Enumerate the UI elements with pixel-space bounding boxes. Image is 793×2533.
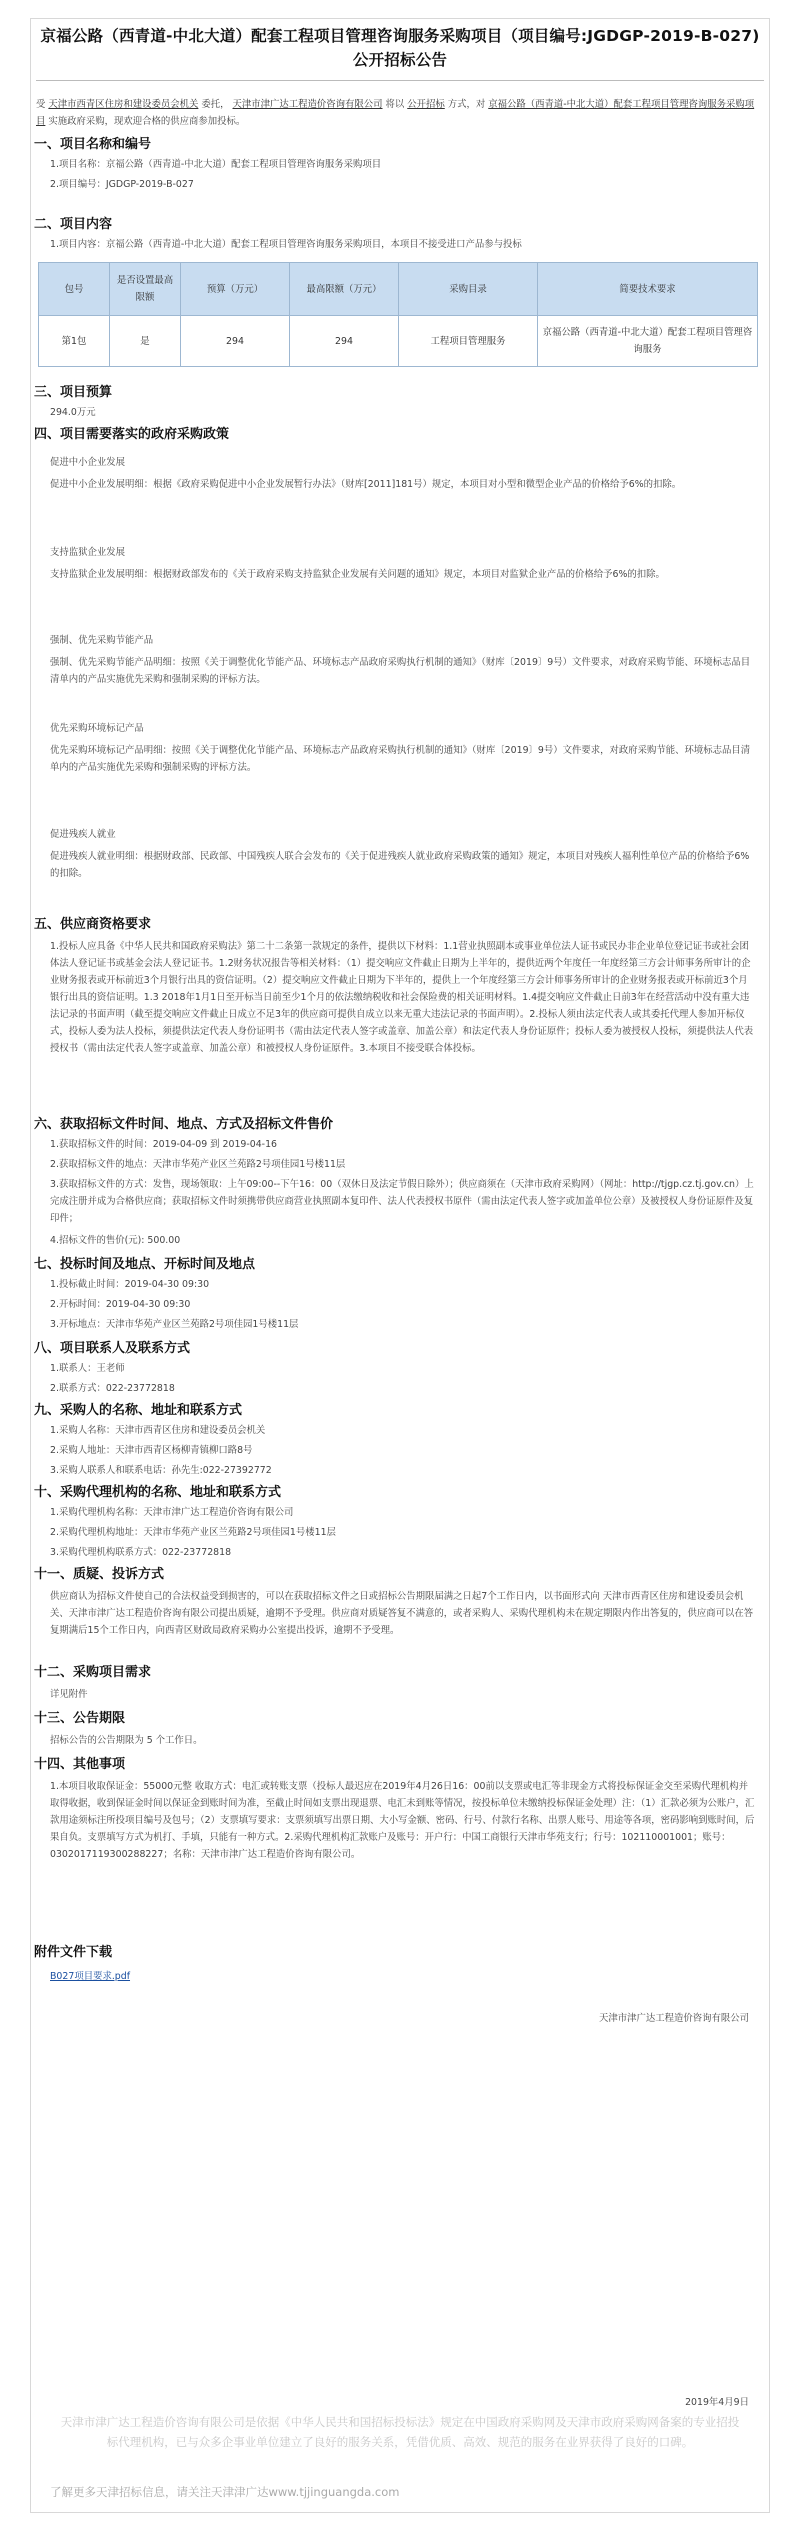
intro-text: 受	[36, 99, 46, 110]
item-text: 1.采购人名称：天津市西青区住房和建设委员会机关	[50, 1425, 266, 1436]
item-text: 1.联系人：王老师	[50, 1363, 125, 1374]
policy-detail: 支持监狱企业发展明细：根据财政部发布的《关于政府采购支持监狱企业发展有关问题的通知》规定，本项目对监狱企业产品的价格给予6%的扣除。	[50, 569, 665, 580]
item-text: 2.开标时间：2019-04-30 09:30	[50, 1299, 191, 1310]
item-text: 2.项目编号：JGDGP-2019-B-027	[50, 179, 194, 190]
table-header: 是否设置最高限额	[110, 263, 181, 316]
item-text: 招标公告的公告期限为 5 个工作日。	[50, 1735, 203, 1746]
intro-paragraph	[36, 96, 760, 130]
section-heading: 六、获取招标文件时间、地点、方式及招标文件售价	[34, 1117, 334, 1132]
table-cell: 294	[181, 316, 290, 367]
item-text: 3.开标地点：天津市华苑产业区兰苑路2号项佳园1号楼11层	[50, 1319, 299, 1330]
watermark-text: 天津市津广达工程造价咨询有限公司是依据《中华人民共和国招标投标法》规定在中国政府采购网及天津市政府采购网备案的专业招投标代理机构，已与众多企事业单位建立了良好的服务关系，凭借优质、高效、规范的服务在业界获得了良好的口碑。	[60, 2415, 740, 2449]
table-header: 简要技术要求	[538, 263, 758, 316]
item-text: 3.获取招标文件的方式：发售，现场领取：上午09:00--下午16：00（双休日及法定节假日除外）；供应商须在（天津市政府采购网）（网址：http://tjgp.cz.tj.gov.cn）上完成注册并成为合格供应商；获取招标文件时须携带供应商营业执照副本复印件、法人代表授权书原件（需由法定代表人签字或加盖单位公章）及被授权人身份证原件及复印件；	[50, 1179, 754, 1224]
policy-detail: 促进残疾人就业明细：根据财政部、民政部、中国残疾人联合会发布的《关于促进残疾人就业政府采购政策的通知》规定，本项目对残疾人福利性单位产品的价格给予6%的扣除。	[50, 851, 750, 879]
section-heading: 十一、质疑、投诉方式	[34, 1567, 165, 1582]
section-heading: 十四、其他事项	[34, 1757, 126, 1772]
section-heading: 四、项目需要落实的政府采购政策	[34, 427, 230, 442]
package-table	[38, 262, 758, 367]
attachment-link[interactable]: B027项目要求.pdf	[50, 1971, 131, 1982]
section-heading: 附件文件下载	[34, 1945, 113, 1960]
project-link[interactable]: 京福公路（西青道-中北大道）配套工程项目管理咨询服务采购项目	[36, 99, 755, 127]
item-text: 1.获取招标文件的时间：2019-04-09 到 2019-04-16	[50, 1139, 277, 1150]
qualification-text: 1.投标人应具备《中华人民共和国政府采购法》第二十二条第一款规定的条件，提供以下材料：1.1营业执照副本或事业单位法人证书或民办非企业单位登记证书或社会团体法人登记证书或基金会法人登记证书。1.2财务状况报告等相关材料：（1）提交响应文件截止日期为上半年的，提供近两个年度任一年度经第三方会计师事务所审计的企业财务报表或开标前近3个月银行出具的资信证明。（2）提交响应文件截止日期为下半年的，提供上一个年度经第三方会计师事务所审计的企业财务报表或开标前近3个月银行出具的资信证明。1.3 2018年1月1日至开标当日前至少1个月的依法缴纳税收和社会保险费的相关证明材料。1.4提交响应文件截止日前3年在经营活动中没有重大违法记录的书面声明（截至提交响应文件截止日成立不足3年的供应商可提供自成立以来无重大违法记录的书面声明）。2.投标人须由法定代表人或其委托代理人参加开标仪式，投标人委为法人投标，须提供法定代表人身份证明书（需由法定代表人签字或盖章、加盖公章）和法定代表人身份证原件；投标人委为被授权人投标，须提供法人代表授权书（需由法定代表人签字或盖章、加盖公章）和被授权人身份证原件。3.本项目不接受联合体投标。	[50, 941, 754, 1054]
section-heading: 十二、采购项目需求	[34, 1665, 152, 1680]
section-heading: 十、采购代理机构的名称、地址和联系方式	[34, 1485, 282, 1500]
policy-detail: 促进中小企业发展明细：根据《政府采购促进中小企业发展暂行办法》（财库[2011]181号）规定，本项目对小型和微型企业产品的价格给予6%的扣除。	[50, 479, 682, 490]
item-text: 1.项目名称：京福公路（西青道-中北大道）配套工程项目管理咨询服务采购项目	[50, 159, 382, 170]
table-header: 采购目录	[399, 263, 538, 316]
item-text: 详见附件	[50, 1689, 88, 1700]
item-text: 4.招标文件的售价(元): 500.00	[50, 1235, 181, 1246]
item-text: 3.采购人联系人和联系电话：孙先生:022-27392772	[50, 1465, 272, 1476]
intro-text: 委托，	[201, 99, 230, 110]
table-cell: 工程项目管理服务	[399, 316, 538, 367]
page-title: 京福公路（西青道-中北大道）配套工程项目管理咨询服务采购项目（项目编号:JGDGP-2019-B-027)公开招标公告	[40, 27, 760, 69]
signature-company: 天津市津广达工程造价咨询有限公司	[598, 2013, 749, 2024]
item-text: 1.项目内容：京福公路（西青道-中北大道）配套工程项目管理咨询服务采购项目，本项目不接受进口产品参与投标	[50, 239, 522, 250]
intro-text: 实施政府采购，现欢迎合格的供应商参加投标。	[48, 116, 246, 127]
section-heading: 八、项目联系人及联系方式	[34, 1341, 191, 1356]
section-heading: 十三、公告期限	[34, 1711, 126, 1726]
table-header: 最高限额（万元）	[290, 263, 399, 316]
item-text: 2.联系方式：022-23772818	[50, 1383, 175, 1394]
item-text: 2.获取招标文件的地点：天津市华苑产业区兰苑路2号项佳园1号楼11层	[50, 1159, 346, 1170]
policy-detail: 优先采购环境标记产品明细：按照《关于调整优化节能产品、环境标志产品政府采购执行机制的通知》（财库〔2019〕9号）文件要求，对政府采购节能、环境标志品目清单内的产品实施优先采购和强制采购的评标方法。	[50, 745, 751, 773]
intro-text: 将以	[385, 99, 405, 110]
section-heading: 五、供应商资格要求	[34, 917, 152, 932]
signature-date: 2019年4月9日	[685, 2397, 749, 2408]
table-header: 预算（万元）	[181, 263, 290, 316]
policy-title: 强制、优先采购节能产品	[50, 635, 154, 646]
method-link[interactable]: 公开招标	[407, 99, 445, 110]
policy-title: 支持监狱企业发展	[50, 547, 126, 558]
section-heading: 二、项目内容	[34, 217, 113, 232]
item-text: 3.采购代理机构联系方式：022-23772818	[50, 1547, 232, 1558]
budget-text: 294.0万元	[50, 407, 96, 418]
policy-title: 促进中小企业发展	[50, 457, 126, 468]
item-text: 2.采购人地址：天津市西青区杨柳青镇柳口路8号	[50, 1445, 253, 1456]
buyer-link[interactable]: 天津市西青区住房和建设委员会机关	[48, 99, 199, 110]
complaint-text: 供应商认为招标文件使自己的合法权益受到损害的，可以在获取招标文件之日或招标公告期限届满之日起7个工作日内，以书面形式向 天津市西青区住房和建设委员会机关、天津市津广达工程造价咨询有限公司提出质疑，逾期不予受理。供应商对质疑答复不满意的，或者采购人、采购代理机构未在规定期限内作出答复的，供应商可以在答复期满后15个工作日内，向西青区财政局政府采购办公室提出投诉，逾期不予受理。	[50, 1591, 754, 1636]
policy-title: 促进残疾人就业	[50, 829, 116, 840]
item-text: 1.投标截止时间：2019-04-30 09:30	[50, 1279, 210, 1290]
table-header-row	[39, 263, 758, 316]
table-row	[39, 316, 758, 367]
intro-text: 方式，对	[447, 99, 486, 110]
table-cell: 294	[290, 316, 399, 367]
title-divider	[36, 80, 764, 81]
table-cell: 第1包	[39, 316, 110, 367]
policy-title: 优先采购环境标记产品	[50, 723, 144, 734]
table-cell: 京福公路（西青道-中北大道）配套工程项目管理咨询服务	[538, 316, 758, 367]
section-heading: 七、投标时间及地点、开标时间及地点	[34, 1257, 256, 1272]
item-text: 1.采购代理机构名称：天津市津广达工程造价咨询有限公司	[50, 1507, 294, 1518]
other-matters-text: 1.本项目收取保证金：55000元整 收取方式：电汇或转账支票（投标人最迟应在2019年4月26日16：00前以支票或电汇等非现金方式将投标保证金交至采购代理机构并取得收据，收到保证金时间以保证金到账时间为准，至截止时间如支票出现退票、电汇未到账等情况，按投标单位未缴纳投标保证金处理）注：（1）汇款必须为公账户，汇款用途须标注所投项目编号及包号；（2）支票填写要求：支票须填写出票日期、大小写金额、密码、行号、付款行名称、出票人账号、用途等各项，密码影响到账时间，后果自负。支票填写方式为机打、手填，只能有一种方式。2.采购代理机构汇款账户及账号：开户行：中国工商银行天津市华苑支行；行号：102110001001；账号：0302017119300288227；名称：天津市津广达工程造价咨询有限公司。	[50, 1781, 755, 1860]
section-heading: 一、项目名称和编号	[34, 137, 152, 152]
table-header: 包号	[39, 263, 110, 316]
table-cell: 是	[110, 316, 181, 367]
policy-detail: 强制、优先采购节能产品明细：按照《关于调整优化节能产品、环境标志产品政府采购执行机制的通知》（财库〔2019〕9号）文件要求，对政府采购节能、环境标志品目清单内的产品实施优先采购和强制采购的评标方法。	[50, 657, 751, 685]
footer-text: 了解更多天津招标信息，请关注天津津广达www.tjjinguangda.com	[50, 2485, 400, 2499]
section-heading: 九、采购人的名称、地址和联系方式	[34, 1403, 243, 1418]
item-text: 2.采购代理机构地址：天津市华苑产业区兰苑路2号项佳园1号楼11层	[50, 1527, 336, 1538]
section-heading: 三、项目预算	[34, 385, 113, 400]
agent-link[interactable]: 天津市津广达工程造价咨询有限公司	[232, 99, 383, 110]
